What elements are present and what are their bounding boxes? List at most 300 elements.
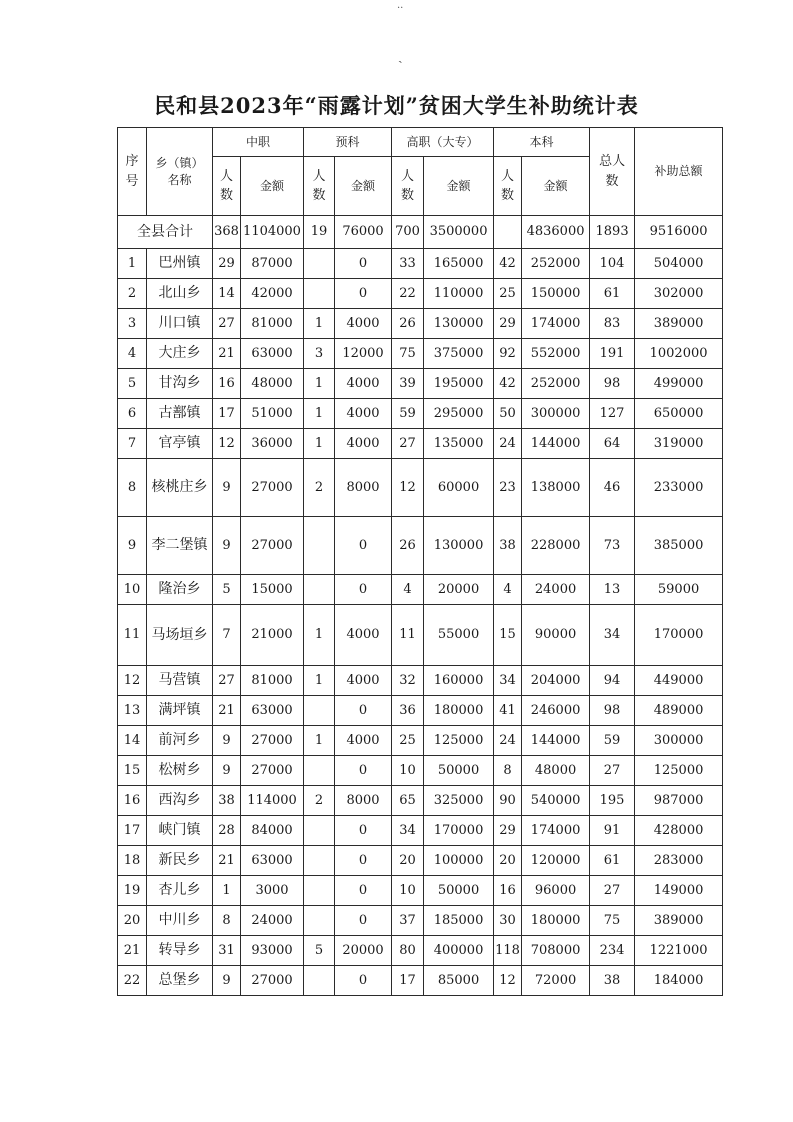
row-seq: 14 <box>118 726 147 756</box>
cell: 1 <box>304 369 335 399</box>
header-seq: 序号 <box>118 128 147 216</box>
cell: 90 <box>494 786 522 816</box>
town-name: 核桃庄乡 <box>147 459 213 517</box>
cell: 87000 <box>241 249 304 279</box>
cell: 9 <box>213 726 241 756</box>
town-name: 前河乡 <box>147 726 213 756</box>
row-seq: 19 <box>118 876 147 906</box>
row-seq: 9 <box>118 517 147 575</box>
cell: 1 <box>213 876 241 906</box>
header-people: 人数 <box>213 157 241 216</box>
cell: 10 <box>392 876 424 906</box>
cell: 27000 <box>241 726 304 756</box>
table-row <box>118 666 723 696</box>
cell: 34 <box>590 605 635 666</box>
row-seq: 16 <box>118 786 147 816</box>
cell: 110000 <box>424 279 494 309</box>
cell: 22 <box>392 279 424 309</box>
row-seq: 6 <box>118 399 147 429</box>
scan-mark: ˏ <box>398 48 403 64</box>
row-seq: 15 <box>118 756 147 786</box>
cell: 552000 <box>522 339 590 369</box>
cell: 9 <box>213 756 241 786</box>
cell: 12 <box>392 459 424 517</box>
cell: 368 <box>213 216 241 249</box>
cell: 72000 <box>522 966 590 996</box>
cell: 1893 <box>590 216 635 249</box>
cell: 252000 <box>522 369 590 399</box>
cell: 20 <box>392 846 424 876</box>
town-name: 满坪镇 <box>147 696 213 726</box>
cell: 0 <box>335 906 392 936</box>
cell: 19 <box>304 216 335 249</box>
table-row <box>118 936 723 966</box>
table-row <box>118 876 723 906</box>
cell: 26 <box>392 517 424 575</box>
table-row <box>118 786 723 816</box>
cell: 32 <box>392 666 424 696</box>
cell: 63000 <box>241 339 304 369</box>
cell: 38 <box>494 517 522 575</box>
town-name: 隆治乡 <box>147 575 213 605</box>
header-yuke: 预科 <box>304 128 392 157</box>
cell: 4000 <box>335 429 392 459</box>
table-row <box>118 399 723 429</box>
cell: 252000 <box>522 249 590 279</box>
row-seq: 7 <box>118 429 147 459</box>
row-seq: 11 <box>118 605 147 666</box>
row-seq: 13 <box>118 696 147 726</box>
cell: 180000 <box>424 696 494 726</box>
town-name: 松树乡 <box>147 756 213 786</box>
cell: 246000 <box>522 696 590 726</box>
cell: 34 <box>392 816 424 846</box>
cell: 20 <box>494 846 522 876</box>
cell: 41 <box>494 696 522 726</box>
row-seq: 1 <box>118 249 147 279</box>
cell: 204000 <box>522 666 590 696</box>
cell: 1 <box>304 666 335 696</box>
cell: 25 <box>392 726 424 756</box>
row-seq: 12 <box>118 666 147 696</box>
cell: 8 <box>213 906 241 936</box>
cell: 61 <box>590 279 635 309</box>
cell: 1 <box>304 309 335 339</box>
cell: 27000 <box>241 966 304 996</box>
cell: 375000 <box>424 339 494 369</box>
town-name: 古鄯镇 <box>147 399 213 429</box>
cell: 98 <box>590 369 635 399</box>
cell: 302000 <box>635 279 723 309</box>
town-name: 新民乡 <box>147 846 213 876</box>
cell: 23 <box>494 459 522 517</box>
cell: 21 <box>213 846 241 876</box>
cell: 114000 <box>241 786 304 816</box>
town-name: 马营镇 <box>147 666 213 696</box>
cell: 10 <box>392 756 424 786</box>
cell: 650000 <box>635 399 723 429</box>
header-people: 人数 <box>494 157 522 216</box>
cell: 100000 <box>424 846 494 876</box>
cell: 64 <box>590 429 635 459</box>
cell: 24 <box>494 726 522 756</box>
cell: 37 <box>392 906 424 936</box>
cell: 16 <box>494 876 522 906</box>
cell <box>304 876 335 906</box>
cell <box>304 279 335 309</box>
cell: 73 <box>590 517 635 575</box>
header-total-amount: 补助总额 <box>635 128 723 216</box>
table-row <box>118 605 723 666</box>
cell: 42 <box>494 249 522 279</box>
cell: 12000 <box>335 339 392 369</box>
table-row <box>118 369 723 399</box>
cell: 3000 <box>241 876 304 906</box>
cell: 12 <box>213 429 241 459</box>
table-row <box>118 459 723 517</box>
cell <box>304 756 335 786</box>
cell: 80 <box>392 936 424 966</box>
cell: 61 <box>590 846 635 876</box>
header-town: 乡（镇）名称 <box>147 128 213 216</box>
cell <box>304 816 335 846</box>
cell: 50000 <box>424 876 494 906</box>
table-row <box>118 517 723 575</box>
cell: 42000 <box>241 279 304 309</box>
cell: 8 <box>494 756 522 786</box>
cell: 91 <box>590 816 635 846</box>
cell: 33 <box>392 249 424 279</box>
cell: 15 <box>494 605 522 666</box>
cell: 104 <box>590 249 635 279</box>
cell: 98 <box>590 696 635 726</box>
cell: 46 <box>590 459 635 517</box>
cell: 325000 <box>424 786 494 816</box>
total-row <box>118 216 723 249</box>
table-row <box>118 846 723 876</box>
cell: 92 <box>494 339 522 369</box>
cell: 24000 <box>241 906 304 936</box>
town-name: 大庄乡 <box>147 339 213 369</box>
header-amount: 金额 <box>335 157 392 216</box>
cell: 295000 <box>424 399 494 429</box>
cell: 27 <box>590 876 635 906</box>
cell: 3 <box>304 339 335 369</box>
cell: 8000 <box>335 786 392 816</box>
town-name: 杏儿乡 <box>147 876 213 906</box>
cell: 26 <box>392 309 424 339</box>
town-name: 转导乡 <box>147 936 213 966</box>
cell: 27000 <box>241 459 304 517</box>
cell: 65 <box>392 786 424 816</box>
cell: 3500000 <box>424 216 494 249</box>
cell: 4836000 <box>522 216 590 249</box>
cell <box>304 906 335 936</box>
cell: 174000 <box>522 816 590 846</box>
cell: 27 <box>392 429 424 459</box>
cell: 29 <box>213 249 241 279</box>
row-seq: 17 <box>118 816 147 846</box>
cell: 8000 <box>335 459 392 517</box>
cell: 16 <box>213 369 241 399</box>
cell: 160000 <box>424 666 494 696</box>
cell: 987000 <box>635 786 723 816</box>
cell: 135000 <box>424 429 494 459</box>
cell: 36000 <box>241 429 304 459</box>
cell <box>304 846 335 876</box>
row-seq: 20 <box>118 906 147 936</box>
cell: 20000 <box>335 936 392 966</box>
scan-dots: .. <box>397 0 404 11</box>
row-seq: 8 <box>118 459 147 517</box>
cell: 127 <box>590 399 635 429</box>
town-name: 官亭镇 <box>147 429 213 459</box>
cell: 300000 <box>522 399 590 429</box>
header-people: 人数 <box>392 157 424 216</box>
cell: 21 <box>213 339 241 369</box>
cell: 1104000 <box>241 216 304 249</box>
table-row <box>118 816 723 846</box>
cell: 118 <box>494 936 522 966</box>
cell: 11 <box>392 605 424 666</box>
cell: 1221000 <box>635 936 723 966</box>
cell: 0 <box>335 696 392 726</box>
table-row <box>118 906 723 936</box>
cell: 12 <box>494 966 522 996</box>
cell: 59 <box>392 399 424 429</box>
cell: 184000 <box>635 966 723 996</box>
cell: 51000 <box>241 399 304 429</box>
cell: 38 <box>213 786 241 816</box>
table-row <box>118 966 723 996</box>
cell: 1 <box>304 726 335 756</box>
cell: 389000 <box>635 906 723 936</box>
cell: 84000 <box>241 816 304 846</box>
page-title: 民和县2023年“雨露计划”贫困大学生补助统计表 <box>154 93 639 118</box>
cell: 24000 <box>522 575 590 605</box>
header-amount: 金额 <box>522 157 590 216</box>
cell: 48000 <box>522 756 590 786</box>
cell: 449000 <box>635 666 723 696</box>
cell: 234 <box>590 936 635 966</box>
cell: 319000 <box>635 429 723 459</box>
town-name: 总堡乡 <box>147 966 213 996</box>
row-seq: 3 <box>118 309 147 339</box>
cell: 27 <box>213 666 241 696</box>
cell: 27000 <box>241 756 304 786</box>
town-name: 峡门镇 <box>147 816 213 846</box>
cell: 14 <box>213 279 241 309</box>
cell: 9 <box>213 517 241 575</box>
cell: 27 <box>590 756 635 786</box>
cell: 283000 <box>635 846 723 876</box>
header-benke: 本科 <box>494 128 590 157</box>
town-name: 西沟乡 <box>147 786 213 816</box>
cell: 4000 <box>335 726 392 756</box>
cell: 149000 <box>635 876 723 906</box>
cell: 400000 <box>424 936 494 966</box>
cell: 31 <box>213 936 241 966</box>
cell: 24 <box>494 429 522 459</box>
row-seq: 21 <box>118 936 147 966</box>
cell: 50 <box>494 399 522 429</box>
cell: 83 <box>590 309 635 339</box>
cell: 29 <box>494 309 522 339</box>
row-seq: 5 <box>118 369 147 399</box>
cell: 20000 <box>424 575 494 605</box>
cell: 4 <box>494 575 522 605</box>
cell: 0 <box>335 249 392 279</box>
cell: 1 <box>304 605 335 666</box>
cell: 233000 <box>635 459 723 517</box>
cell: 428000 <box>635 816 723 846</box>
cell: 27000 <box>241 517 304 575</box>
cell: 170000 <box>635 605 723 666</box>
cell: 4 <box>392 575 424 605</box>
cell: 5 <box>213 575 241 605</box>
cell <box>304 966 335 996</box>
cell: 85000 <box>424 966 494 996</box>
cell: 700 <box>392 216 424 249</box>
row-seq: 10 <box>118 575 147 605</box>
cell: 9 <box>213 459 241 517</box>
cell: 9516000 <box>635 216 723 249</box>
row-seq: 18 <box>118 846 147 876</box>
cell: 228000 <box>522 517 590 575</box>
header-gaozhi: 高职（大专） <box>392 128 494 157</box>
table-row <box>118 279 723 309</box>
row-seq: 2 <box>118 279 147 309</box>
table-row <box>118 309 723 339</box>
cell: 130000 <box>424 309 494 339</box>
cell: 300000 <box>635 726 723 756</box>
cell: 150000 <box>522 279 590 309</box>
cell: 7 <box>213 605 241 666</box>
table-row <box>118 339 723 369</box>
header-zhongzhi: 中职 <box>213 128 304 157</box>
header-total-people: 总人数 <box>590 128 635 216</box>
cell <box>304 696 335 726</box>
cell: 125000 <box>424 726 494 756</box>
town-name: 马场垣乡 <box>147 605 213 666</box>
table-row <box>118 429 723 459</box>
town-name: 中川乡 <box>147 906 213 936</box>
cell: 39 <box>392 369 424 399</box>
cell: 59000 <box>635 575 723 605</box>
table-row <box>118 696 723 726</box>
cell: 504000 <box>635 249 723 279</box>
cell: 0 <box>335 279 392 309</box>
cell: 36 <box>392 696 424 726</box>
cell: 0 <box>335 756 392 786</box>
cell: 9 <box>213 966 241 996</box>
cell: 17 <box>392 966 424 996</box>
cell: 90000 <box>522 605 590 666</box>
cell: 28 <box>213 816 241 846</box>
town-name: 巴州镇 <box>147 249 213 279</box>
cell: 195000 <box>424 369 494 399</box>
cell: 4000 <box>335 309 392 339</box>
cell: 144000 <box>522 726 590 756</box>
cell: 0 <box>335 876 392 906</box>
cell: 81000 <box>241 666 304 696</box>
cell: 489000 <box>635 696 723 726</box>
cell: 4000 <box>335 666 392 696</box>
header-amount: 金额 <box>241 157 304 216</box>
cell: 94 <box>590 666 635 696</box>
cell: 21 <box>213 696 241 726</box>
cell: 0 <box>335 966 392 996</box>
cell: 165000 <box>424 249 494 279</box>
cell: 385000 <box>635 517 723 575</box>
cell: 38 <box>590 966 635 996</box>
cell: 81000 <box>241 309 304 339</box>
cell: 5 <box>304 936 335 966</box>
town-name: 川口镇 <box>147 309 213 339</box>
cell: 130000 <box>424 517 494 575</box>
cell: 389000 <box>635 309 723 339</box>
cell: 75 <box>590 906 635 936</box>
cell: 27 <box>213 309 241 339</box>
cell: 25 <box>494 279 522 309</box>
cell <box>304 575 335 605</box>
cell: 125000 <box>635 756 723 786</box>
cell: 1 <box>304 399 335 429</box>
cell: 540000 <box>522 786 590 816</box>
table-row <box>118 756 723 786</box>
cell: 29 <box>494 816 522 846</box>
town-name: 甘沟乡 <box>147 369 213 399</box>
cell: 195 <box>590 786 635 816</box>
cell: 17 <box>213 399 241 429</box>
cell: 59 <box>590 726 635 756</box>
table-row <box>118 249 723 279</box>
cell: 191 <box>590 339 635 369</box>
table-row <box>118 575 723 605</box>
cell: 185000 <box>424 906 494 936</box>
header-amount: 金额 <box>424 157 494 216</box>
cell: 13 <box>590 575 635 605</box>
cell: 76000 <box>335 216 392 249</box>
cell: 34 <box>494 666 522 696</box>
cell: 174000 <box>522 309 590 339</box>
cell: 60000 <box>424 459 494 517</box>
cell: 2 <box>304 459 335 517</box>
town-name: 李二堡镇 <box>147 517 213 575</box>
cell: 0 <box>335 846 392 876</box>
cell: 21000 <box>241 605 304 666</box>
cell <box>304 249 335 279</box>
cell: 75 <box>392 339 424 369</box>
cell: 30 <box>494 906 522 936</box>
cell: 0 <box>335 575 392 605</box>
cell: 180000 <box>522 906 590 936</box>
cell: 50000 <box>424 756 494 786</box>
cell: 120000 <box>522 846 590 876</box>
subsidy-table <box>117 127 723 996</box>
cell: 4000 <box>335 605 392 666</box>
cell: 170000 <box>424 816 494 846</box>
cell: 499000 <box>635 369 723 399</box>
cell: 63000 <box>241 846 304 876</box>
cell: 708000 <box>522 936 590 966</box>
cell: 48000 <box>241 369 304 399</box>
cell: 4000 <box>335 399 392 429</box>
cell: 55000 <box>424 605 494 666</box>
cell: 4000 <box>335 369 392 399</box>
cell <box>304 517 335 575</box>
cell: 42 <box>494 369 522 399</box>
